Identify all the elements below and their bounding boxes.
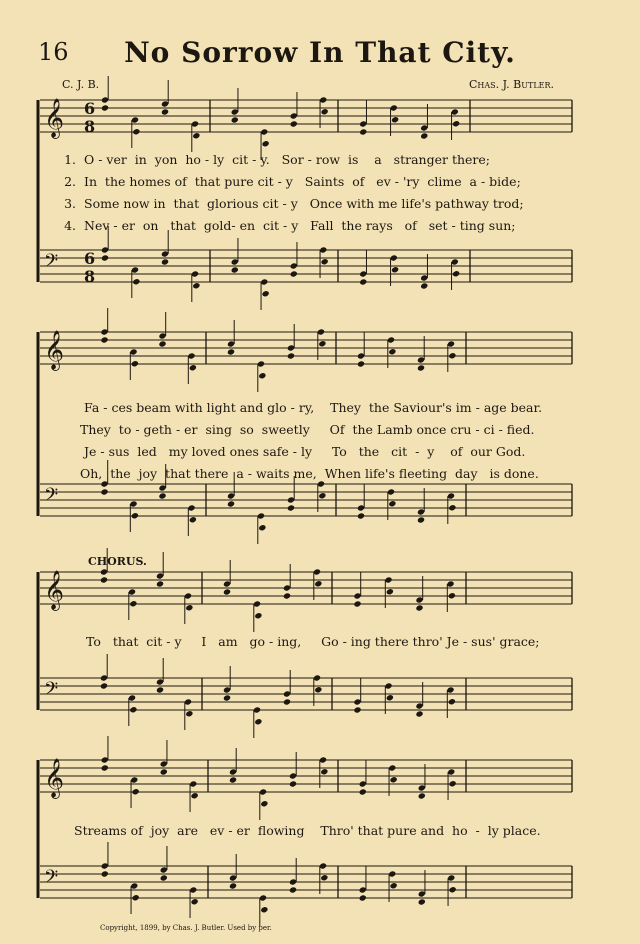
note-head [191, 898, 199, 905]
note-head [283, 698, 291, 705]
note-head [227, 500, 235, 507]
time-signature: 8 [84, 117, 96, 136]
note-head [388, 500, 396, 507]
words-credit: C. J. B. [62, 78, 100, 91]
note-head [156, 580, 164, 587]
note-head [415, 710, 423, 717]
treble-clef-icon: 𝄞 [44, 758, 65, 798]
note-head [448, 592, 456, 599]
note-head [258, 372, 266, 379]
note-head [418, 792, 426, 799]
note-head [320, 874, 328, 881]
note-head [156, 686, 164, 693]
verse-line: Oh, the joy that there a - waits me, When life's fleeting day is done. [80, 466, 539, 481]
bass-clef-icon: 𝄢 [44, 251, 59, 276]
note-head [100, 336, 108, 343]
note-head [185, 604, 193, 611]
note-head [254, 718, 262, 725]
note-head [287, 504, 295, 511]
note-head [449, 886, 457, 893]
note-head [191, 792, 199, 799]
note-head [161, 108, 169, 115]
note-head [391, 116, 399, 123]
note-head [132, 278, 140, 285]
hymn-title: No Sorrow In That City. [124, 36, 516, 69]
time-signature: 6 [84, 99, 96, 118]
note-head [100, 488, 108, 495]
note-head [390, 882, 398, 889]
note-head [101, 254, 109, 261]
note-head [448, 698, 456, 705]
note-head [262, 290, 270, 297]
verse-line: 2. In the homes of that pure cit - y Saints of ev - 'ry clime a - bide; [64, 174, 521, 189]
copyright-notice: Copyright, 1899, by Chas. J. Butler. Used by per. [100, 924, 272, 932]
note-head [418, 898, 426, 905]
note-head [353, 706, 361, 713]
note-head [229, 882, 237, 889]
note-head [129, 600, 137, 607]
note-head [129, 706, 137, 713]
chorus-label: CHORUS. [88, 555, 147, 568]
note-head [260, 906, 268, 913]
note-head [160, 874, 168, 881]
bass-clef-icon: 𝄢 [44, 485, 59, 510]
chorus-lyric-line: To that cit - y I am go - ing, Go - ing there thro' Je - sus' grace; [86, 634, 540, 649]
note-head [359, 894, 367, 901]
note-head [417, 516, 425, 523]
note-head [314, 686, 322, 693]
note-head [357, 512, 365, 519]
note-head [258, 524, 266, 531]
note-head [388, 348, 396, 355]
note-head [229, 776, 237, 783]
note-head [100, 576, 108, 583]
bass-clef-icon: 𝄢 [44, 679, 59, 704]
note-head [289, 886, 297, 893]
time-signature: 6 [84, 249, 96, 268]
page-number: 16 [38, 38, 69, 66]
note-head [231, 116, 239, 123]
verse-line: Je - sus led my loved ones safe - ly To the cit - y of our God. [84, 444, 526, 459]
note-head [452, 120, 460, 127]
verse-line: They to - geth - er sing so sweetly Of the Lamb once cru - ci - fied. [80, 422, 535, 437]
note-head [287, 352, 295, 359]
note-head [192, 132, 200, 139]
note-head [390, 776, 398, 783]
note-head [132, 894, 140, 901]
note-head [283, 592, 291, 599]
note-head [420, 282, 428, 289]
note-head [100, 682, 108, 689]
note-head [386, 588, 394, 595]
note-head [231, 266, 239, 273]
note-head [290, 120, 298, 127]
note-head [417, 364, 425, 371]
note-head [101, 764, 109, 771]
note-head [131, 360, 139, 367]
note-head [314, 580, 322, 587]
note-head [227, 348, 235, 355]
note-head [189, 364, 197, 371]
note-head [386, 694, 394, 701]
note-head [420, 132, 428, 139]
note-head [318, 340, 326, 347]
note-head [359, 128, 367, 135]
note-head [449, 780, 457, 787]
treble-clef-icon: 𝄞 [44, 570, 65, 610]
note-head [448, 504, 456, 511]
time-signature: 8 [84, 267, 96, 286]
chorus-lyric-line: Streams of joy are ev - er flowing Thro' that pure and ho - ly place. [74, 823, 541, 838]
note-head [101, 104, 109, 111]
note-head [223, 694, 231, 701]
note-head [357, 360, 365, 367]
note-head [262, 140, 270, 147]
verse-line: 1. O - ver in yon ho - ly cit - y. Sor - row is a stranger there; [64, 152, 490, 167]
note-head [192, 282, 200, 289]
note-head [185, 710, 193, 717]
verse-line: 4. Nev - er on that gold- en cit - y Fall the rays of set - ting sun; [64, 218, 516, 233]
treble-clef-icon: 𝄞 [44, 98, 65, 138]
note-head [359, 788, 367, 795]
note-head [391, 266, 399, 273]
note-head [131, 512, 139, 519]
music-credit: Chas. J. Butler. [468, 78, 554, 91]
note-head [452, 270, 460, 277]
note-head [320, 768, 328, 775]
note-head [289, 780, 297, 787]
note-head [158, 492, 166, 499]
note-head [132, 788, 140, 795]
note-head [161, 258, 169, 265]
note-head [321, 108, 329, 115]
note-head [290, 270, 298, 277]
note-head [223, 588, 231, 595]
note-head [318, 492, 326, 499]
note-head [260, 800, 268, 807]
note-head [359, 278, 367, 285]
note-head [160, 768, 168, 775]
verse-line: Fa - ces beam with light and glo - ry, They the Saviour's im - age bear. [84, 400, 543, 415]
note-head [101, 870, 109, 877]
note-head [189, 516, 197, 523]
verse-line: 3. Some now in that glorious cit - y Once with me life's pathway trod; [64, 196, 524, 211]
note-head [321, 258, 329, 265]
note-head [353, 600, 361, 607]
note-head [132, 128, 140, 135]
note-head [158, 340, 166, 347]
treble-clef-icon: 𝄞 [44, 330, 65, 370]
bass-clef-icon: 𝄢 [44, 867, 59, 892]
note-head [448, 352, 456, 359]
note-head [415, 604, 423, 611]
note-head [254, 612, 262, 619]
